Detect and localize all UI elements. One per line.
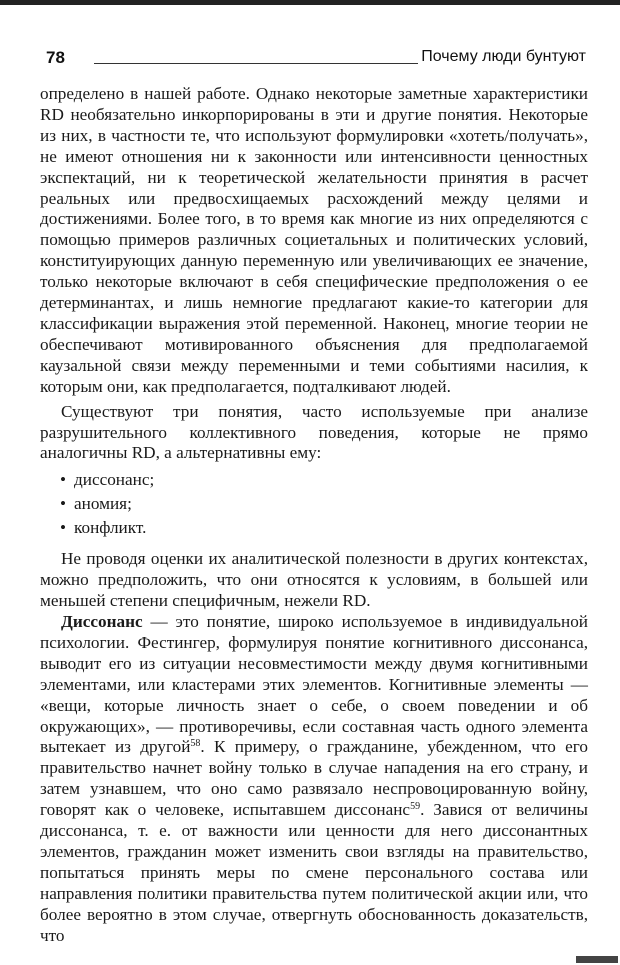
list-item-text: конфликт.	[74, 518, 147, 538]
body-text	[40, 84, 588, 947]
term-dissonance: Диссонанс	[61, 612, 143, 632]
dissonance-text-2: . К примеру, о гражданине, убежденном, что его правительство начнет войну только в случае нападения на его страну, и затем узнавшем, что оно само развязало неспровоцированную войну, говорят как о человеке, испытавшем диссонанс	[40, 737, 588, 820]
footnote-ref-58[interactable]: 58	[190, 738, 201, 750]
page-number: 78	[46, 48, 65, 67]
paragraph-assessment: Не проводя оценки их аналитической полезности в других контекстах, можно предположить, что они относятся к условиям, в большей или меньшей степени специфичным, нежели RD.	[40, 549, 588, 611]
bullet-icon: •	[60, 518, 67, 538]
running-title: Почему люди бунтуют	[421, 48, 586, 65]
list-item	[60, 469, 588, 490]
dissonance-text-1: — это понятие, широко используемое в индивидуальной психологии. Фестингер, формулируя понятие когнитивного диссонанса, выводит его из ситуации несовместимости между двумя когнитивными элементами, или кластерами этих элементов. Когнитивные элементы — «вещи, которые личность знает о себе, о своем поведении и об окружающих», — противоречивы, если составная часть одного элемента вытекает из другой	[40, 612, 588, 757]
page-header	[46, 44, 586, 74]
paragraph-three-concepts: Существуют три понятия, часто используемые при анализе разрушительного коллективного поведения, которые не прямо аналогичны RD, а альтернативны ему:	[40, 401, 588, 463]
bullet-icon: •	[60, 494, 67, 514]
top-edge-rule	[0, 0, 620, 5]
list-item	[60, 493, 588, 514]
scan-edge-mark	[576, 956, 618, 963]
list-item	[60, 517, 588, 538]
dissonance-text-3: . Завися от величины диссонанса, т. е. от важности или ценности для него диссонантных элементов, гражданин может изменить свои взгляды на правительство, попытаться принять меры по смене персонального состава или направления политики правительства путем политической акции или, что более вероятно в этом случае, отвергнуть обоснованность доказательств, что	[40, 800, 588, 945]
bullet-icon: •	[60, 470, 67, 490]
concept-list	[40, 469, 588, 538]
paragraph-continued: определено в нашей работе. Однако некоторые заметные характеристики RD необязательно инкорпорированы в эти и другие понятия. Некоторые из них, в частности те, что используют формулировки «хотеть/получать», не имеют отношения ни к законности или интенсивности ценностных экспектаций, ни к теоретической желательности принятия в расчет реальных или предвосхищаемых расхождений между целями и достижениями. Более того, в то время как многие из них определяются с помощью примеров различных социетальных и политических условий, конституирующих данную переменную или увеличивающих ее значение, только некоторые включают в себя специфические предположения о ее детерминантах, и лишь немногие предлагают какие-то категории для классификации выражения этой переменной. Наконец, многие теории не обеспечивают мотивированного объяснения для предполагаемой каузальной связи между переменными и теми событиями насилия, к которым они, как предполагается, подталкивают людей.	[40, 84, 588, 396]
list-item-text: аномия;	[74, 494, 132, 514]
header-rule	[94, 63, 418, 64]
paragraph-dissonance	[40, 612, 588, 947]
footnote-ref-59[interactable]: 59	[410, 801, 421, 813]
list-item-text: диссонанс;	[74, 470, 155, 490]
